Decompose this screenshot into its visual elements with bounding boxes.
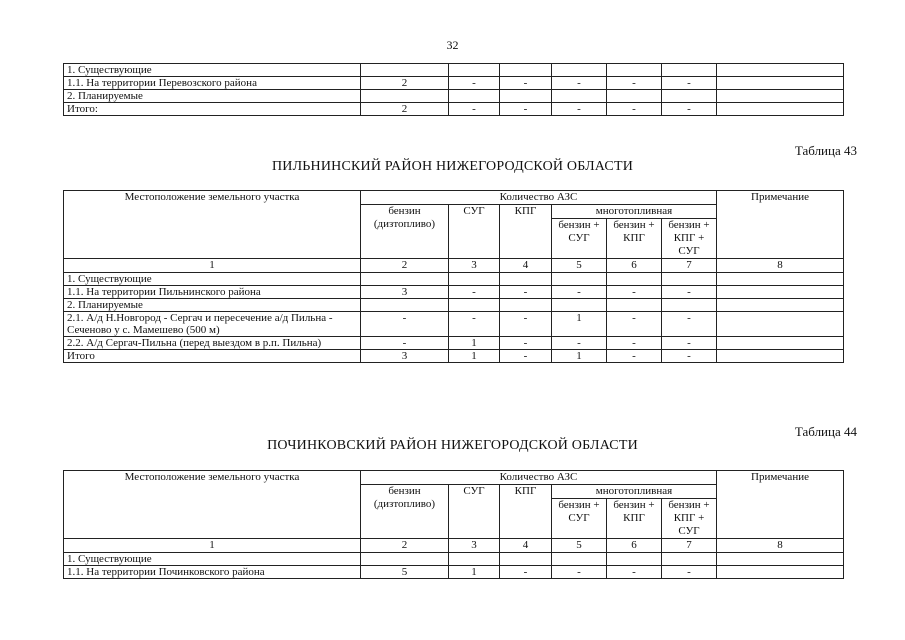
header-note: Примечание — [717, 471, 844, 539]
column-number: 5 — [552, 259, 607, 273]
row-cell — [717, 312, 844, 337]
row-cell — [717, 299, 844, 312]
row-cell — [717, 273, 844, 286]
continued-table — [63, 63, 844, 116]
row-cell — [717, 103, 844, 116]
row-cell — [717, 286, 844, 299]
column-number: 4 — [500, 259, 552, 273]
column-number: 6 — [607, 259, 662, 273]
row-location: 2.2. А/д Сергач-Пильна (перед выездом в р.п. Пильна) — [64, 337, 361, 350]
row-cell: - — [449, 103, 500, 116]
row-cell: 1 — [449, 337, 500, 350]
row-cell — [552, 299, 607, 312]
column-number: 1 — [64, 539, 361, 553]
header-multi: многотопливная — [552, 205, 717, 219]
row-cell — [717, 77, 844, 90]
row-cell — [662, 273, 717, 286]
header-count: Количество АЗС — [361, 471, 717, 485]
row-cell: - — [662, 350, 717, 363]
row-cell: - — [361, 337, 449, 350]
row-cell: 1 — [552, 350, 607, 363]
column-number: 4 — [500, 539, 552, 553]
row-location: 1.1. На территории Перевозского района — [64, 77, 361, 90]
row-cell: - — [552, 337, 607, 350]
header-count: Количество АЗС — [361, 191, 717, 205]
row-cell: - — [607, 350, 662, 363]
table-43-header — [64, 191, 844, 273]
header-benzin-kpg: бензин + КПГ — [607, 499, 662, 539]
row-cell: - — [500, 337, 552, 350]
table-row — [64, 273, 844, 286]
row-cell: - — [662, 566, 717, 579]
header-kpg: КПГ — [500, 205, 552, 259]
row-cell — [607, 273, 662, 286]
row-cell: - — [500, 566, 552, 579]
row-cell: - — [662, 337, 717, 350]
row-cell: 1 — [552, 312, 607, 337]
row-location: 1.1. На территории Пильнинского района — [64, 286, 361, 299]
table-row — [64, 312, 844, 337]
row-cell: - — [552, 286, 607, 299]
row-cell — [662, 64, 717, 77]
row-cell — [717, 337, 844, 350]
row-cell: 1 — [449, 350, 500, 363]
row-location: 1. Существующие — [64, 273, 361, 286]
column-number: 7 — [662, 539, 717, 553]
table-43-body — [64, 273, 844, 363]
column-number: 3 — [449, 259, 500, 273]
header-note: Примечание — [717, 191, 844, 259]
header-benzin: бензин (дизтопливо) — [361, 205, 449, 259]
table-44-label: Таблица 44 — [794, 424, 857, 439]
row-cell: - — [552, 103, 607, 116]
row-cell — [662, 90, 717, 103]
column-number: 6 — [607, 539, 662, 553]
table-row — [64, 566, 844, 579]
table-44-header — [64, 471, 844, 553]
row-cell — [607, 553, 662, 566]
row-cell: 2 — [361, 103, 449, 116]
column-numbers-row — [64, 539, 844, 553]
table-row — [64, 553, 844, 566]
column-number: 2 — [361, 259, 449, 273]
table-44-body — [64, 553, 844, 579]
column-number: 2 — [361, 539, 449, 553]
table-44 — [63, 470, 844, 579]
row-cell — [449, 553, 500, 566]
column-numbers-row — [64, 259, 844, 273]
row-cell — [662, 553, 717, 566]
row-cell: - — [607, 77, 662, 90]
column-number: 3 — [449, 539, 500, 553]
row-cell — [552, 273, 607, 286]
row-cell: - — [500, 350, 552, 363]
row-location: 2.1. А/д Н.Новгород - Сергач и пересечение а/д Пильна - Сеченово у с. Мамешево (500 м) — [64, 312, 361, 337]
table-row — [64, 64, 844, 77]
row-cell — [449, 273, 500, 286]
row-cell — [607, 299, 662, 312]
row-cell: 1 — [449, 566, 500, 579]
row-cell — [361, 64, 449, 77]
row-cell: - — [607, 286, 662, 299]
row-cell — [717, 553, 844, 566]
row-cell — [717, 64, 844, 77]
header-benzin-kpg: бензин + КПГ — [607, 219, 662, 259]
row-cell — [552, 90, 607, 103]
row-cell — [717, 90, 844, 103]
row-cell — [449, 90, 500, 103]
row-cell: - — [607, 103, 662, 116]
row-cell: - — [552, 566, 607, 579]
row-cell — [552, 553, 607, 566]
row-cell: - — [662, 77, 717, 90]
table-43-label: Таблица 43 — [794, 143, 857, 158]
row-cell: - — [361, 312, 449, 337]
header-benzin-kpg-sug: бензин + КПГ + СУГ — [662, 219, 717, 259]
table-row — [64, 90, 844, 103]
header-benzin-sug: бензин + СУГ — [552, 219, 607, 259]
header-sug: СУГ — [449, 205, 500, 259]
column-number: 5 — [552, 539, 607, 553]
row-cell: - — [449, 77, 500, 90]
header-multi: многотопливная — [552, 485, 717, 499]
row-cell — [717, 566, 844, 579]
column-number: 8 — [717, 539, 844, 553]
header-kpg: КПГ — [500, 485, 552, 539]
row-cell — [500, 64, 552, 77]
row-location: 2. Планируемые — [64, 90, 361, 103]
row-cell: - — [552, 77, 607, 90]
row-location: 1. Существующие — [64, 553, 361, 566]
row-cell: - — [607, 312, 662, 337]
header-benzin-kpg-sug: бензин + КПГ + СУГ — [662, 499, 717, 539]
header-sug: СУГ — [449, 485, 500, 539]
row-cell: - — [607, 337, 662, 350]
row-cell: 3 — [361, 286, 449, 299]
row-cell: - — [449, 286, 500, 299]
row-cell — [449, 299, 500, 312]
row-cell — [552, 64, 607, 77]
row-cell — [500, 553, 552, 566]
table-row — [64, 350, 844, 363]
row-location: 2. Планируемые — [64, 299, 361, 312]
row-cell — [607, 90, 662, 103]
row-cell: - — [662, 286, 717, 299]
table-row — [64, 286, 844, 299]
row-cell — [361, 553, 449, 566]
row-location: 1. Существующие — [64, 64, 361, 77]
row-cell: 2 — [361, 77, 449, 90]
row-location: Итого — [64, 350, 361, 363]
table-44-title: ПОЧИНКОВСКИЙ РАЙОН НИЖЕГОРОДСКОЙ ОБЛАСТИ — [267, 438, 638, 453]
row-cell: - — [449, 312, 500, 337]
row-location: Итого: — [64, 103, 361, 116]
page-number: 32 — [446, 38, 459, 52]
row-cell: 3 — [361, 350, 449, 363]
row-cell: 5 — [361, 566, 449, 579]
header-benzin: бензин (дизтопливо) — [361, 485, 449, 539]
row-cell: - — [662, 312, 717, 337]
row-cell — [449, 64, 500, 77]
row-cell — [361, 273, 449, 286]
row-cell — [500, 90, 552, 103]
row-cell: - — [607, 566, 662, 579]
row-cell — [361, 90, 449, 103]
column-number: 7 — [662, 259, 717, 273]
row-cell — [500, 299, 552, 312]
row-cell: - — [500, 286, 552, 299]
table-43-title: ПИЛЬНИНСКИЙ РАЙОН НИЖЕГОРОДСКОЙ ОБЛАСТИ — [271, 159, 634, 174]
row-cell — [500, 273, 552, 286]
row-cell — [662, 299, 717, 312]
table-row — [64, 299, 844, 312]
column-number: 1 — [64, 259, 361, 273]
table-row — [64, 77, 844, 90]
header-benzin-sug: бензин + СУГ — [552, 499, 607, 539]
row-cell: - — [662, 103, 717, 116]
header-location: Местоположение земельного участка — [64, 471, 361, 539]
row-cell: - — [500, 77, 552, 90]
row-cell — [361, 299, 449, 312]
column-number: 8 — [717, 259, 844, 273]
row-location: 1.1. На территории Починковского района — [64, 566, 361, 579]
row-cell: - — [500, 103, 552, 116]
table-row — [64, 337, 844, 350]
row-cell: - — [500, 312, 552, 337]
header-location: Местоположение земельного участка — [64, 191, 361, 259]
row-cell — [607, 64, 662, 77]
continued-table-body — [64, 64, 844, 116]
table-row — [64, 103, 844, 116]
table-43 — [63, 190, 844, 363]
row-cell — [717, 350, 844, 363]
